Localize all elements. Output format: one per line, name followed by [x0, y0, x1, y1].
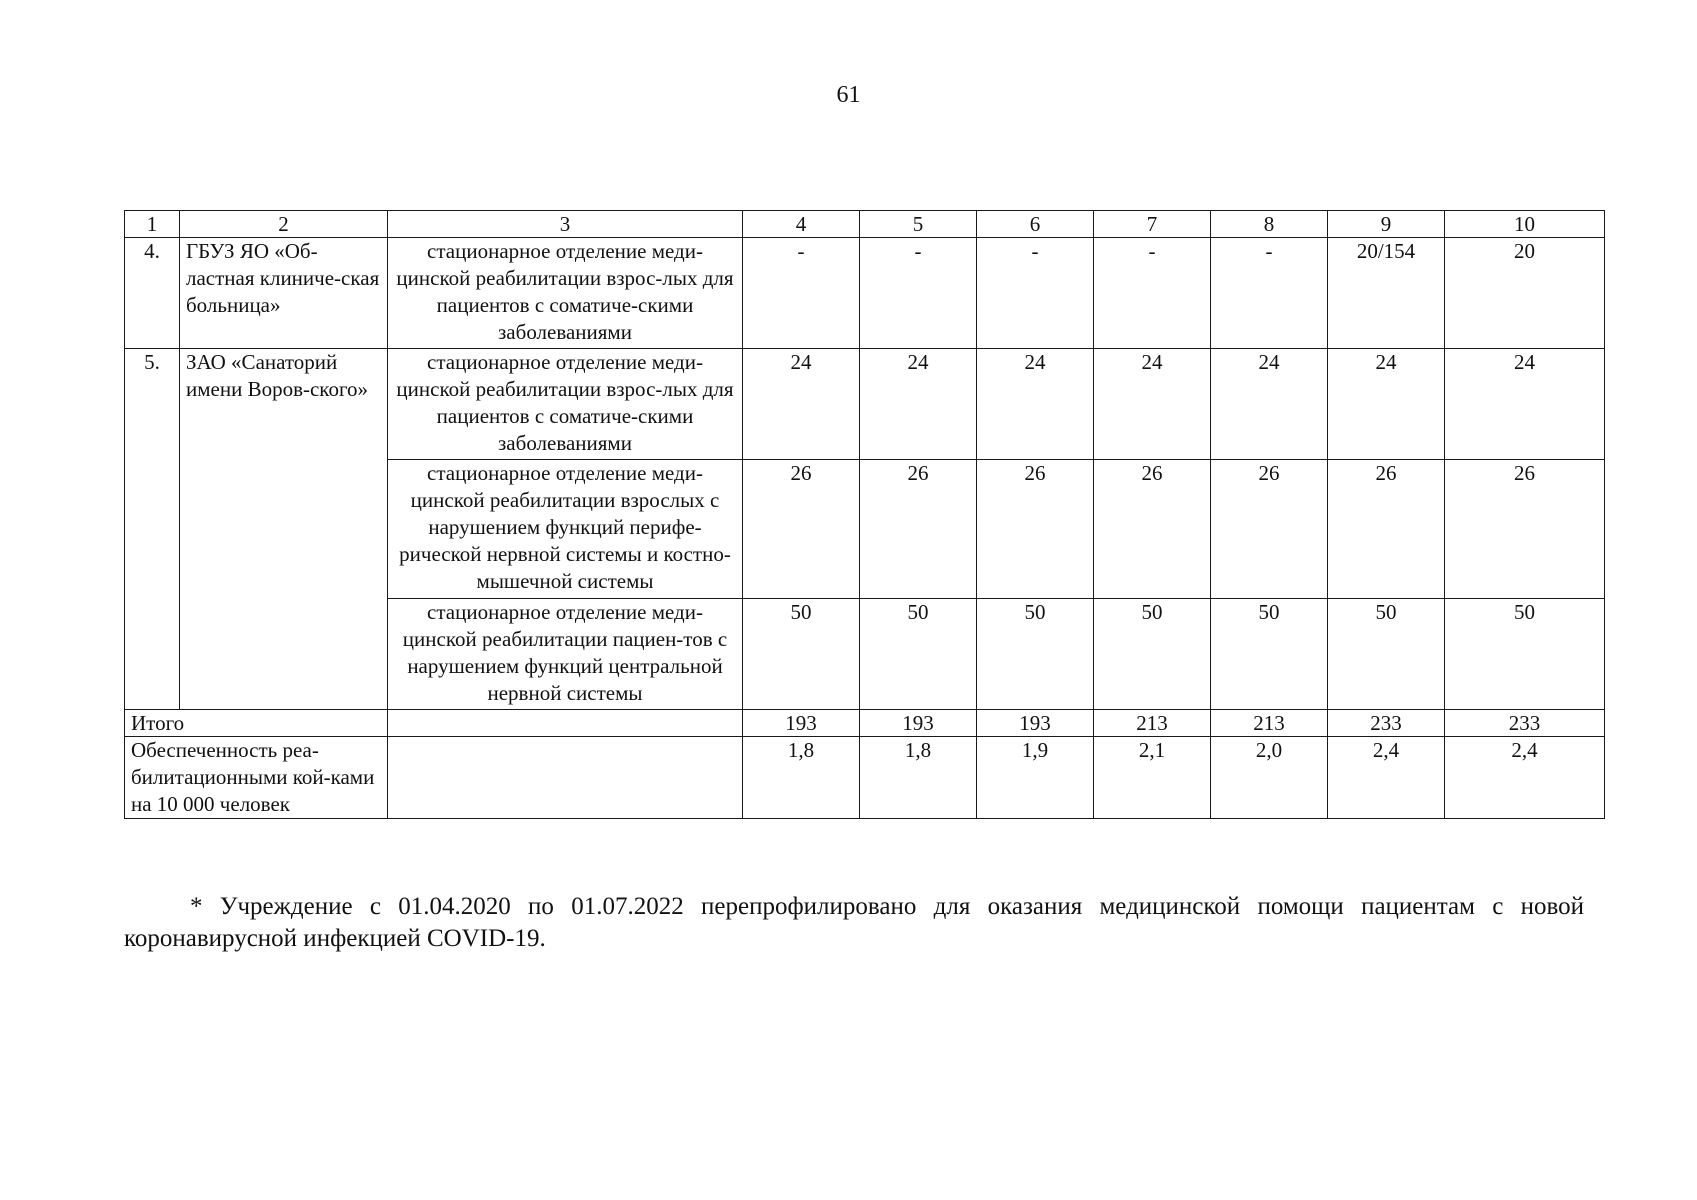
column-header: 3: [388, 211, 743, 238]
table-cell: 26: [1328, 460, 1445, 599]
table-cell: 50: [743, 599, 860, 710]
supply-row: [125, 737, 1605, 819]
table-cell: 26: [1211, 460, 1328, 599]
row-number: 4.: [125, 238, 180, 349]
table-cell: 2,0: [1211, 737, 1328, 819]
department-name: стационарное отделение меди-цинской реабилитации взрослых с нарушением функций перифе-рической нервной системы и костно-мышечной системы: [388, 460, 743, 599]
column-header: 7: [1094, 211, 1211, 238]
table-cell: 24: [977, 349, 1094, 460]
table-row: [125, 238, 1605, 349]
table-cell: 24: [1328, 349, 1445, 460]
table-cell: 26: [1445, 460, 1605, 599]
table-cell: 26: [977, 460, 1094, 599]
table-cell: -: [1094, 238, 1211, 349]
table-cell: 1,9: [977, 737, 1094, 819]
total-label: Итого: [125, 710, 388, 737]
table-cell: 50: [1445, 599, 1605, 710]
table-cell: 1,8: [743, 737, 860, 819]
beds-table: [124, 210, 1605, 819]
supply-label: Обеспеченность реа-билитационными кой-ками на 10 000 человек: [125, 737, 388, 819]
table-cell: 50: [860, 599, 977, 710]
table-cell: 213: [1211, 710, 1328, 737]
table-cell: 2,4: [1328, 737, 1445, 819]
table-cell: 20/154: [1328, 238, 1445, 349]
footnote: * Учреждение с 01.04.2020 по 01.07.2022 перепрофилировано для оказания медицинской помощи пациентам с новой коронавирусной инфекцией COVID-19.: [124, 893, 1584, 952]
column-header: 9: [1328, 211, 1445, 238]
column-header: 5: [860, 211, 977, 238]
table-cell: 2,4: [1445, 737, 1605, 819]
empty-cell: [388, 737, 743, 819]
table-cell: 2,1: [1094, 737, 1211, 819]
table-cell: 24: [743, 349, 860, 460]
table-cell: 1,8: [860, 737, 977, 819]
table-cell: -: [977, 238, 1094, 349]
department-name: стационарное отделение меди-цинской реабилитации взрос-лых для пациентов с соматиче-скими заболеваниями: [388, 238, 743, 349]
column-header: 2: [180, 211, 388, 238]
table-cell: 233: [1445, 710, 1605, 737]
empty-cell: [388, 710, 743, 737]
organization-name: ГБУЗ ЯО «Об-ластная клиниче-ская больница»: [180, 238, 388, 349]
table-cell: -: [743, 238, 860, 349]
table-row: [125, 349, 1605, 460]
column-header: 6: [977, 211, 1094, 238]
column-header: 8: [1211, 211, 1328, 238]
table-cell: 193: [860, 710, 977, 737]
row-number: 5.: [125, 349, 180, 710]
column-header: 4: [743, 211, 860, 238]
table-cell: 193: [977, 710, 1094, 737]
table-cell: 26: [860, 460, 977, 599]
table-cell: 24: [1094, 349, 1211, 460]
column-header: 10: [1445, 211, 1605, 238]
table-cell: 24: [1445, 349, 1605, 460]
table-cell: 24: [1211, 349, 1328, 460]
table-cell: 233: [1328, 710, 1445, 737]
table-cell: 213: [1094, 710, 1211, 737]
table-cell: 26: [743, 460, 860, 599]
table-cell: 24: [860, 349, 977, 460]
column-header: 1: [125, 211, 180, 238]
table-cell: -: [860, 238, 977, 349]
table-cell: -: [1211, 238, 1328, 349]
table-cell: 50: [1328, 599, 1445, 710]
table-cell: 50: [1211, 599, 1328, 710]
total-row: [125, 710, 1605, 737]
table-cell: 26: [1094, 460, 1211, 599]
table-cell: 50: [977, 599, 1094, 710]
department-name: стационарное отделение меди-цинской реабилитации взрос-лых для пациентов с соматиче-скими заболеваниями: [388, 349, 743, 460]
department-name: стационарное отделение меди-цинской реабилитации пациен-тов с нарушением функций центральной нервной системы: [388, 599, 743, 710]
organization-name: ЗАО «Санаторий имени Воров-ского»: [180, 349, 388, 710]
table-cell: 20: [1445, 238, 1605, 349]
table-cell: 193: [743, 710, 860, 737]
page-number: 61: [836, 82, 861, 108]
table-header-row: [125, 211, 1605, 238]
table-cell: 50: [1094, 599, 1211, 710]
